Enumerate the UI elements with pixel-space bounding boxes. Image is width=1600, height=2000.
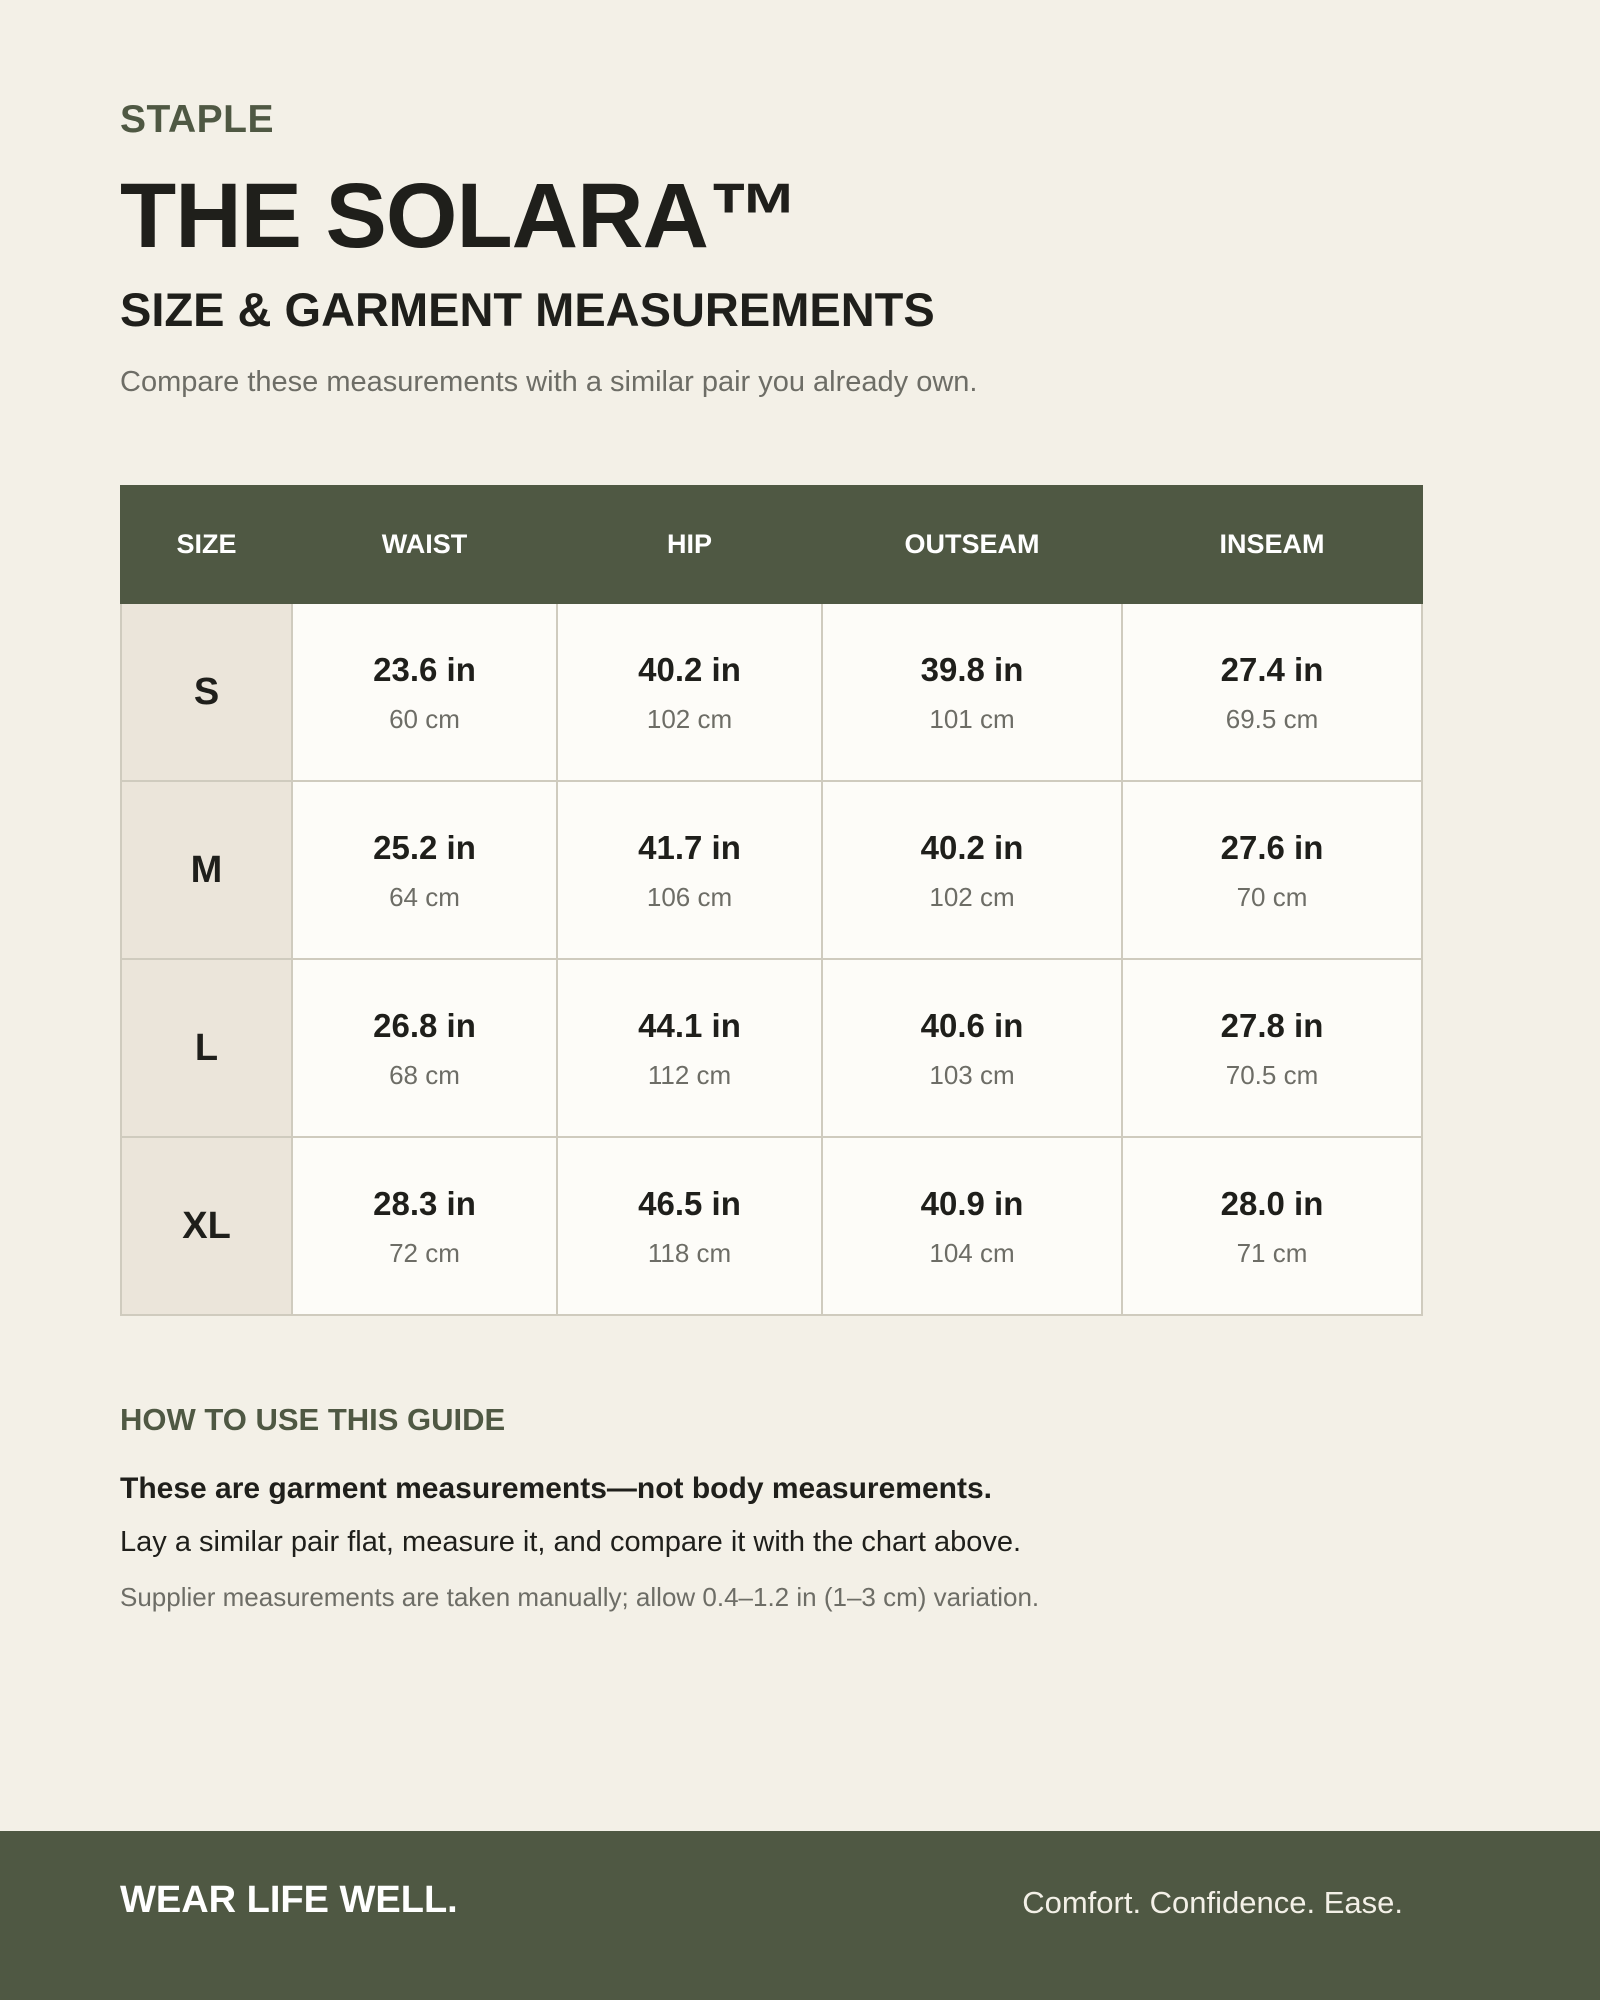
value-centimeters: 102 cm	[646, 703, 733, 734]
size-label: L	[121, 959, 292, 1137]
size-label: XL	[121, 1137, 292, 1315]
value-inches: 27.6 in	[1220, 828, 1324, 866]
value-centimeters: 72 cm	[389, 1237, 460, 1268]
brand-name: STAPLE	[120, 98, 274, 141]
hip-cell	[557, 1137, 822, 1315]
value-inches: 40.2 in	[920, 828, 1024, 866]
hip-cell	[557, 959, 822, 1137]
page-subtitle: SIZE & GARMENT MEASUREMENTS	[120, 283, 935, 336]
value-centimeters: 102 cm	[929, 881, 1015, 912]
footer-slogan: WEAR LIFE WELL.	[120, 1879, 458, 1921]
hip-cell	[557, 781, 822, 959]
value-centimeters: 60 cm	[389, 703, 460, 734]
value-inches: 28.3 in	[373, 1184, 476, 1222]
guide-note-text: Supplier measurements are taken manually; allow 0.4–1.2 in (1–3 cm) variation.	[120, 1582, 1040, 1612]
value-centimeters: 101 cm	[929, 703, 1015, 734]
column-header-inseam: INSEAM	[1122, 486, 1422, 603]
outseam-cell	[822, 603, 1122, 781]
size-chart-table	[120, 485, 1423, 1316]
value-centimeters: 71 cm	[1236, 1237, 1308, 1268]
value-centimeters: 68 cm	[389, 1059, 460, 1090]
table-row	[121, 959, 1422, 1137]
waist-cell	[292, 959, 557, 1137]
size-label: S	[121, 603, 292, 781]
waist-cell	[292, 1137, 557, 1315]
value-inches: 40.2 in	[638, 650, 741, 688]
value-inches: 25.2 in	[373, 828, 476, 866]
guide-heading: HOW TO USE THIS GUIDE	[120, 1402, 506, 1437]
inseam-cell	[1122, 1137, 1422, 1315]
table-header-row	[121, 486, 1422, 603]
value-inches: 28.0 in	[1220, 1184, 1324, 1222]
table-row	[121, 781, 1422, 959]
outseam-cell	[822, 1137, 1122, 1315]
value-centimeters: 70.5 cm	[1225, 1059, 1319, 1090]
waist-cell	[292, 603, 557, 781]
value-inches: 46.5 in	[638, 1184, 741, 1222]
value-inches: 39.8 in	[920, 650, 1024, 688]
hip-cell	[557, 603, 822, 781]
value-inches: 40.9 in	[920, 1184, 1024, 1222]
value-centimeters: 64 cm	[389, 881, 460, 912]
value-inches: 40.6 in	[920, 1006, 1024, 1044]
inseam-cell	[1122, 603, 1422, 781]
value-centimeters: 118 cm	[647, 1237, 732, 1268]
column-header-waist: WAIST	[292, 486, 557, 603]
size-label: M	[121, 781, 292, 959]
guide-emphasis-text: These are garment measurements—not body measurements.	[120, 1472, 992, 1505]
inseam-cell	[1122, 781, 1422, 959]
table-row	[121, 1137, 1422, 1315]
value-inches: 26.8 in	[373, 1006, 476, 1044]
value-centimeters: 112 cm	[647, 1059, 732, 1090]
waist-cell	[292, 781, 557, 959]
column-header-size: SIZE	[121, 486, 292, 603]
intro-text: Compare these measurements with a similar pair you already own.	[120, 366, 978, 398]
table-row	[121, 603, 1422, 781]
value-centimeters: 104 cm	[929, 1237, 1015, 1268]
value-inches: 27.8 in	[1220, 1006, 1324, 1044]
value-centimeters: 106 cm	[646, 881, 733, 912]
outseam-cell	[822, 781, 1122, 959]
footer-tagline: Comfort. Confidence. Ease.	[1022, 1885, 1403, 1920]
inseam-cell	[1122, 959, 1422, 1137]
value-inches: 27.4 in	[1220, 650, 1324, 688]
value-centimeters: 70 cm	[1236, 881, 1308, 912]
guide-instruction-text: Lay a similar pair flat, measure it, and compare it with the chart above.	[120, 1526, 1022, 1558]
column-header-outseam: OUTSEAM	[822, 486, 1122, 603]
value-inches: 44.1 in	[638, 1006, 741, 1044]
value-inches: 41.7 in	[638, 828, 741, 866]
value-centimeters: 103 cm	[929, 1059, 1015, 1090]
value-inches: 23.6 in	[373, 650, 476, 688]
footer-banner	[0, 1831, 1600, 2000]
value-centimeters: 69.5 cm	[1225, 703, 1319, 734]
column-header-hip: HIP	[557, 486, 822, 603]
outseam-cell	[822, 959, 1122, 1137]
page-title: THE SOLARA™	[120, 165, 799, 267]
